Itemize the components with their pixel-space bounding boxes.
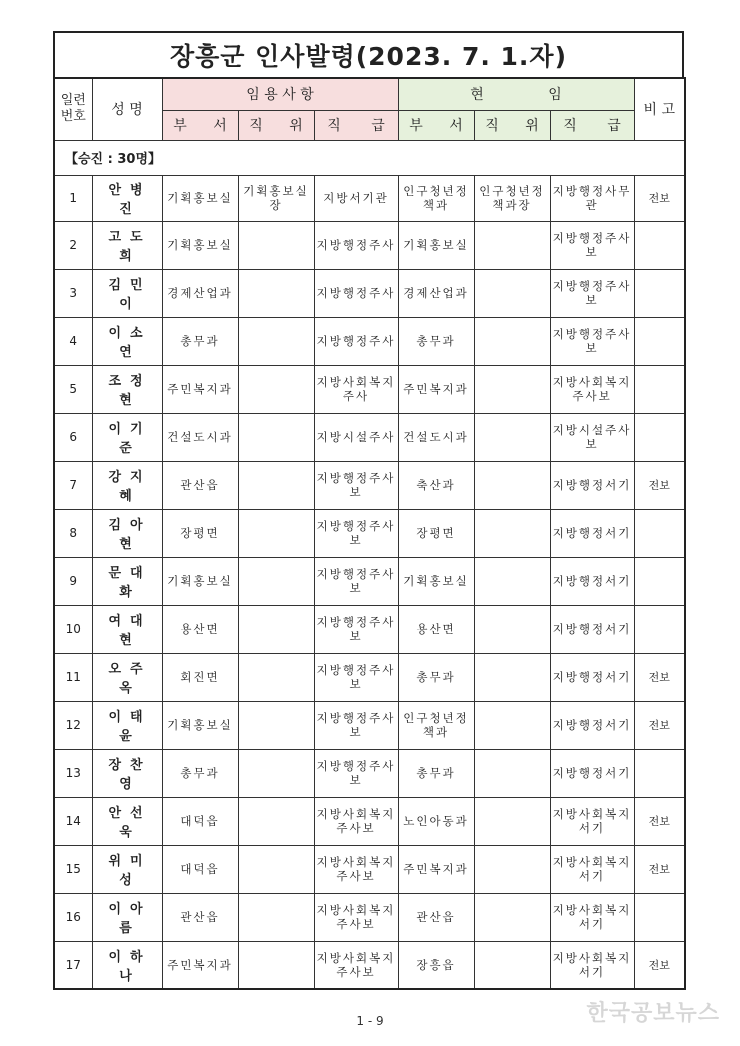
note-cell: 전보 (634, 797, 685, 845)
serial-no-cell: 4 (54, 317, 92, 365)
header-note: 비 고 (634, 78, 685, 140)
cur-position-cell (474, 509, 550, 557)
serial-no-cell: 8 (54, 509, 92, 557)
new-grade-cell: 지방사회복지주사 (314, 365, 398, 413)
serial-no-cell: 15 (54, 845, 92, 893)
cur-grade-cell: 지방사회복지서기 (550, 845, 634, 893)
cur-position-cell (474, 365, 550, 413)
cur-position-cell (474, 845, 550, 893)
cur-dept-cell: 건설도시과 (398, 413, 474, 461)
cur-dept-cell: 주민복지과 (398, 845, 474, 893)
new-dept-cell: 대덕읍 (162, 845, 238, 893)
note-cell (634, 365, 685, 413)
new-position-cell (238, 701, 314, 749)
header-name: 성 명 (92, 78, 162, 140)
cur-dept-cell: 총무과 (398, 653, 474, 701)
cur-dept-cell: 축산과 (398, 461, 474, 509)
cur-dept-cell: 인구청년정책과 (398, 701, 474, 749)
new-dept-cell: 관산읍 (162, 893, 238, 941)
new-dept-cell: 장평면 (162, 509, 238, 557)
table-row (54, 797, 685, 845)
cur-dept-cell: 기획홍보실 (398, 557, 474, 605)
cur-grade-cell: 지방행정주사보 (550, 317, 634, 365)
new-dept-cell: 주민복지과 (162, 365, 238, 413)
new-grade-cell: 지방시설주사 (314, 413, 398, 461)
note-cell (634, 749, 685, 797)
note-cell (634, 413, 685, 461)
table-row (54, 653, 685, 701)
serial-no-cell: 3 (54, 269, 92, 317)
serial-no-cell: 7 (54, 461, 92, 509)
table-row (54, 845, 685, 893)
new-position-cell (238, 317, 314, 365)
person-name-cell: 김민이 (92, 269, 162, 317)
new-position-cell (238, 893, 314, 941)
new-dept-cell: 기획홍보실 (162, 557, 238, 605)
page-number: 1 - 9 (356, 1014, 384, 1028)
cur-dept-cell: 주민복지과 (398, 365, 474, 413)
new-position-cell (238, 461, 314, 509)
cur-grade-cell: 지방행정서기 (550, 701, 634, 749)
header-new-grade: 직 급 (314, 110, 398, 140)
new-dept-cell: 관산읍 (162, 461, 238, 509)
new-grade-cell: 지방행정주사보 (314, 509, 398, 557)
appointment-document (53, 31, 684, 990)
new-position-cell (238, 605, 314, 653)
new-grade-cell: 지방사회복지주사보 (314, 941, 398, 989)
cur-grade-cell: 지방행정서기 (550, 605, 634, 653)
table-row (54, 413, 685, 461)
cur-position-cell (474, 749, 550, 797)
cur-grade-cell: 지방시설주사보 (550, 413, 634, 461)
table-row (54, 605, 685, 653)
new-position-cell (238, 509, 314, 557)
table-row (54, 269, 685, 317)
new-grade-cell: 지방행정주사보 (314, 461, 398, 509)
cur-position-cell (474, 701, 550, 749)
new-position-cell (238, 221, 314, 269)
person-name-cell: 안병진 (92, 175, 162, 221)
new-grade-cell: 지방행정주사보 (314, 749, 398, 797)
serial-no-cell: 16 (54, 893, 92, 941)
new-grade-cell: 지방행정주사보 (314, 557, 398, 605)
serial-no-cell: 6 (54, 413, 92, 461)
person-name-cell: 이태윤 (92, 701, 162, 749)
table-row (54, 175, 685, 221)
cur-position-cell: 인구청년정책과장 (474, 175, 550, 221)
cur-position-cell (474, 269, 550, 317)
person-name-cell: 안선욱 (92, 797, 162, 845)
note-cell (634, 221, 685, 269)
document-title: 장흥군 인사발령(2023. 7. 1.자) (53, 31, 684, 77)
cur-dept-cell: 장흥읍 (398, 941, 474, 989)
table-row (54, 749, 685, 797)
cur-dept-cell: 용산면 (398, 605, 474, 653)
serial-no-cell: 1 (54, 175, 92, 221)
new-grade-cell: 지방사회복지주사보 (314, 845, 398, 893)
cur-dept-cell: 기획홍보실 (398, 221, 474, 269)
person-name-cell: 이소연 (92, 317, 162, 365)
cur-dept-cell: 총무과 (398, 317, 474, 365)
new-position-cell: 기획홍보실장 (238, 175, 314, 221)
person-name-cell: 강지혜 (92, 461, 162, 509)
new-dept-cell: 총무과 (162, 749, 238, 797)
new-dept-cell: 용산면 (162, 605, 238, 653)
header-current: 현 임 (398, 78, 634, 110)
person-name-cell: 위미성 (92, 845, 162, 893)
new-grade-cell: 지방행정주사 (314, 269, 398, 317)
new-dept-cell: 주민복지과 (162, 941, 238, 989)
new-position-cell (238, 413, 314, 461)
note-cell: 전보 (634, 701, 685, 749)
table-row (54, 701, 685, 749)
person-name-cell: 오주옥 (92, 653, 162, 701)
note-cell (634, 269, 685, 317)
new-position-cell (238, 941, 314, 989)
cur-position-cell (474, 893, 550, 941)
new-grade-cell: 지방사회복지주사보 (314, 893, 398, 941)
table-row (54, 557, 685, 605)
person-name-cell: 이아름 (92, 893, 162, 941)
appointment-table (53, 77, 686, 990)
new-dept-cell: 대덕읍 (162, 797, 238, 845)
cur-grade-cell: 지방행정서기 (550, 749, 634, 797)
new-grade-cell: 지방행정주사 (314, 221, 398, 269)
note-cell (634, 509, 685, 557)
new-dept-cell: 기획홍보실 (162, 221, 238, 269)
new-grade-cell: 지방행정주사보 (314, 653, 398, 701)
cur-grade-cell: 지방행정주사보 (550, 269, 634, 317)
note-cell: 전보 (634, 175, 685, 221)
new-position-cell (238, 653, 314, 701)
note-cell: 전보 (634, 461, 685, 509)
serial-no-cell: 13 (54, 749, 92, 797)
cur-dept-cell: 경제산업과 (398, 269, 474, 317)
cur-position-cell (474, 797, 550, 845)
note-cell (634, 557, 685, 605)
new-dept-cell: 기획홍보실 (162, 701, 238, 749)
table-row (54, 221, 685, 269)
header-cur-dept: 부 서 (398, 110, 474, 140)
cur-position-cell (474, 557, 550, 605)
table-row (54, 509, 685, 557)
cur-dept-cell: 총무과 (398, 749, 474, 797)
serial-no-cell: 5 (54, 365, 92, 413)
cur-grade-cell: 지방행정사무관 (550, 175, 634, 221)
new-position-cell (238, 557, 314, 605)
new-dept-cell: 기획홍보실 (162, 175, 238, 221)
header-new-dept: 부 서 (162, 110, 238, 140)
cur-dept-cell: 노인아동과 (398, 797, 474, 845)
cur-dept-cell: 인구청년정책과 (398, 175, 474, 221)
note-cell: 전보 (634, 653, 685, 701)
note-cell: 전보 (634, 845, 685, 893)
cur-grade-cell: 지방사회복지서기 (550, 893, 634, 941)
person-name-cell: 여대현 (92, 605, 162, 653)
table-row (54, 365, 685, 413)
cur-position-cell (474, 653, 550, 701)
cur-grade-cell: 지방사회복지서기 (550, 941, 634, 989)
new-dept-cell: 경제산업과 (162, 269, 238, 317)
person-name-cell: 김아현 (92, 509, 162, 557)
new-position-cell (238, 797, 314, 845)
serial-no-cell: 2 (54, 221, 92, 269)
cur-position-cell (474, 413, 550, 461)
serial-no-cell: 12 (54, 701, 92, 749)
person-name-cell: 이하나 (92, 941, 162, 989)
cur-position-cell (474, 605, 550, 653)
header-new-position: 직 위 (238, 110, 314, 140)
new-position-cell (238, 365, 314, 413)
table-row (54, 317, 685, 365)
header-cur-position: 직 위 (474, 110, 550, 140)
new-grade-cell: 지방행정주사 (314, 317, 398, 365)
serial-no-cell: 17 (54, 941, 92, 989)
new-dept-cell: 건설도시과 (162, 413, 238, 461)
section-title: 【승진 : 30명】 (54, 140, 685, 175)
cur-position-cell (474, 221, 550, 269)
person-name-cell: 조정현 (92, 365, 162, 413)
header-appointment: 임 용 사 항 (162, 78, 398, 110)
cur-grade-cell: 지방행정서기 (550, 557, 634, 605)
cur-grade-cell: 지방행정서기 (550, 509, 634, 557)
cur-position-cell (474, 941, 550, 989)
cur-position-cell (474, 317, 550, 365)
header-cur-grade: 직 급 (550, 110, 634, 140)
watermark: 한국공보뉴스 (586, 1001, 720, 1026)
serial-no-cell: 10 (54, 605, 92, 653)
cur-dept-cell: 장평면 (398, 509, 474, 557)
new-grade-cell: 지방행정주사보 (314, 605, 398, 653)
serial-no-cell: 9 (54, 557, 92, 605)
cur-grade-cell: 지방행정주사보 (550, 221, 634, 269)
cur-grade-cell: 지방사회복지주사보 (550, 365, 634, 413)
serial-no-cell: 11 (54, 653, 92, 701)
new-dept-cell: 총무과 (162, 317, 238, 365)
note-cell (634, 893, 685, 941)
note-cell: 전보 (634, 941, 685, 989)
note-cell (634, 605, 685, 653)
person-name-cell: 문대화 (92, 557, 162, 605)
person-name-cell: 고도희 (92, 221, 162, 269)
new-grade-cell: 지방행정주사보 (314, 701, 398, 749)
note-cell (634, 317, 685, 365)
header-serial-no: 일련 번호 (54, 78, 92, 140)
table-row (54, 893, 685, 941)
new-position-cell (238, 749, 314, 797)
new-dept-cell: 회진면 (162, 653, 238, 701)
cur-dept-cell: 관산읍 (398, 893, 474, 941)
person-name-cell: 장찬영 (92, 749, 162, 797)
serial-no-cell: 14 (54, 797, 92, 845)
cur-grade-cell: 지방행정서기 (550, 653, 634, 701)
new-grade-cell: 지방사회복지주사보 (314, 797, 398, 845)
new-grade-cell: 지방서기관 (314, 175, 398, 221)
table-row (54, 461, 685, 509)
cur-grade-cell: 지방사회복지서기 (550, 797, 634, 845)
new-position-cell (238, 845, 314, 893)
table-row (54, 941, 685, 989)
person-name-cell: 이기준 (92, 413, 162, 461)
cur-grade-cell: 지방행정서기 (550, 461, 634, 509)
cur-position-cell (474, 461, 550, 509)
new-position-cell (238, 269, 314, 317)
